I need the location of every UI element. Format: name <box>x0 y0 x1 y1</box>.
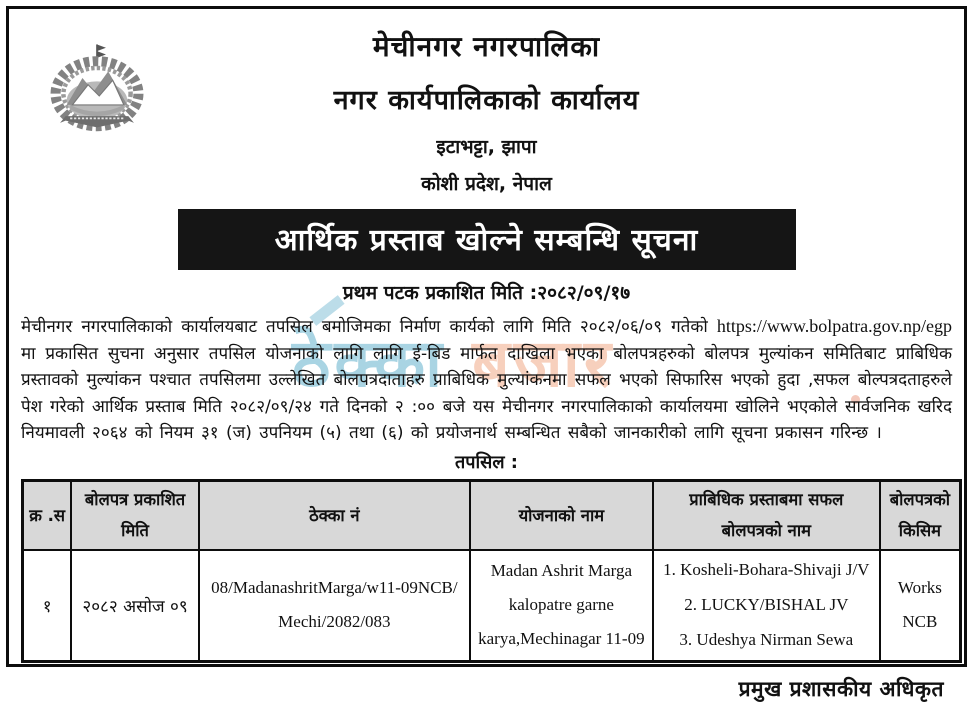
bidder-item: 3. Udeshya Nirman Sewa <box>679 629 854 649</box>
table-row <box>23 550 961 661</box>
nepal-coat-of-arms-icon <box>41 31 153 143</box>
col-header-project-name: योजनाको नाम <box>470 480 653 550</box>
letterhead <box>21 23 952 196</box>
cell-contract-no: 08/MadanashritMarga/w11-09NCB/ Mechi/2082/083 <box>199 550 470 661</box>
municipality-name: मेचीनगर नगरपालिका <box>372 30 601 63</box>
cell-serial-number: १ <box>23 550 72 661</box>
cell-project-name: Madan Ashrit Marga kalopatre garne karya,Mechinagar 11-09 <box>470 550 653 661</box>
watermark-word-1: ठेक्का <box>292 325 447 402</box>
watermark-word-2: बजार <box>472 325 615 402</box>
cell-published-date: २०८२ असोज ०९ <box>71 550 199 661</box>
bidder-item: 2. LUCKY/BISHAL JV <box>684 594 849 614</box>
body-text-pre: मेचीनगर नगरपालिकाको कार्यालयबाट तपसिल बमोजिमका निर्माण कार्यको लागि मिति २०८२/०६/०९ गतेको <box>21 317 717 337</box>
col-header-contract-no: ठेक्का नं <box>199 480 470 550</box>
office-address: इटाभट्टा, झापा <box>436 136 537 158</box>
col-header-bid-type: बोलपत्रको किसिम <box>880 480 961 550</box>
tender-table <box>21 479 962 663</box>
cell-successful-bidders <box>653 550 880 661</box>
signatory-title: प्रमुख प्रशासकीय अधिकृत <box>738 676 944 701</box>
province-line: कोशी प्रदेश, नेपाल <box>421 173 552 195</box>
bidder-item: 1. Kosheli-Bohara-Shivaji J/V <box>663 560 870 579</box>
office-name: नगर कार्यपालिकाको कार्यालय <box>333 85 640 116</box>
col-header-published-date: बोलपत्र प्रकाशित मिति <box>71 480 199 550</box>
col-header-serial-number: क्र .स <box>23 480 72 550</box>
cell-bid-type: Works NCB <box>880 550 961 661</box>
body-text-post: मा प्रकासित सुचना अनुसार तपसिल योजनाको लागि लागि ई-बिड मार्फत दाखिला भएका बोलपत्रहरुको बोलपत्र मुल्यांकन समितिबाट प्राबिधिक प्रस्तावको मुल्यांकन पश्चात तपसिलमा उल्लेखित बोलपत्रदाताहरु प्राबिधिक मुल्यांकनमा सफल भएको सिफारिस भएको हुदा ,सफल बोल्पत्रदताहरुले पेश गरेको आर्थिक प्रस्ताब मिति २०८२/०९/२४ गते दिनको २ :०० बजे यस मेचीनगर नगरपालिकाको कार्यालयमा खोलिने भएकोले सार्वजनिक खरिद नियमावली २०६४ को नियम ३१ (ज) उपनियम (५) तथा (६) को प्रयोजनार्थ सम्बन्धित सबैको जानकारीको लागि सूचना प्रकासन गरिन्छ । <box>21 343 952 443</box>
table-header-row <box>23 480 961 550</box>
notice-page <box>6 6 967 701</box>
bolpatra-url: https://www.bolpatra.gov.np/egp <box>716 316 952 336</box>
schedule-label: तपसिल : <box>455 451 518 473</box>
first-published-date: प्रथम पटक प्रकाशित मिति :२०८२/०९/१७ <box>342 282 631 304</box>
notice-title-banner: आर्थिक प्रस्ताब खोल्ने सम्बन्धि सूचना <box>178 209 796 270</box>
col-header-successful-bidders: प्राबिधिक प्रस्ताबमा सफल बोलपत्रको नाम <box>653 480 880 550</box>
notice-body-paragraph <box>21 313 952 447</box>
